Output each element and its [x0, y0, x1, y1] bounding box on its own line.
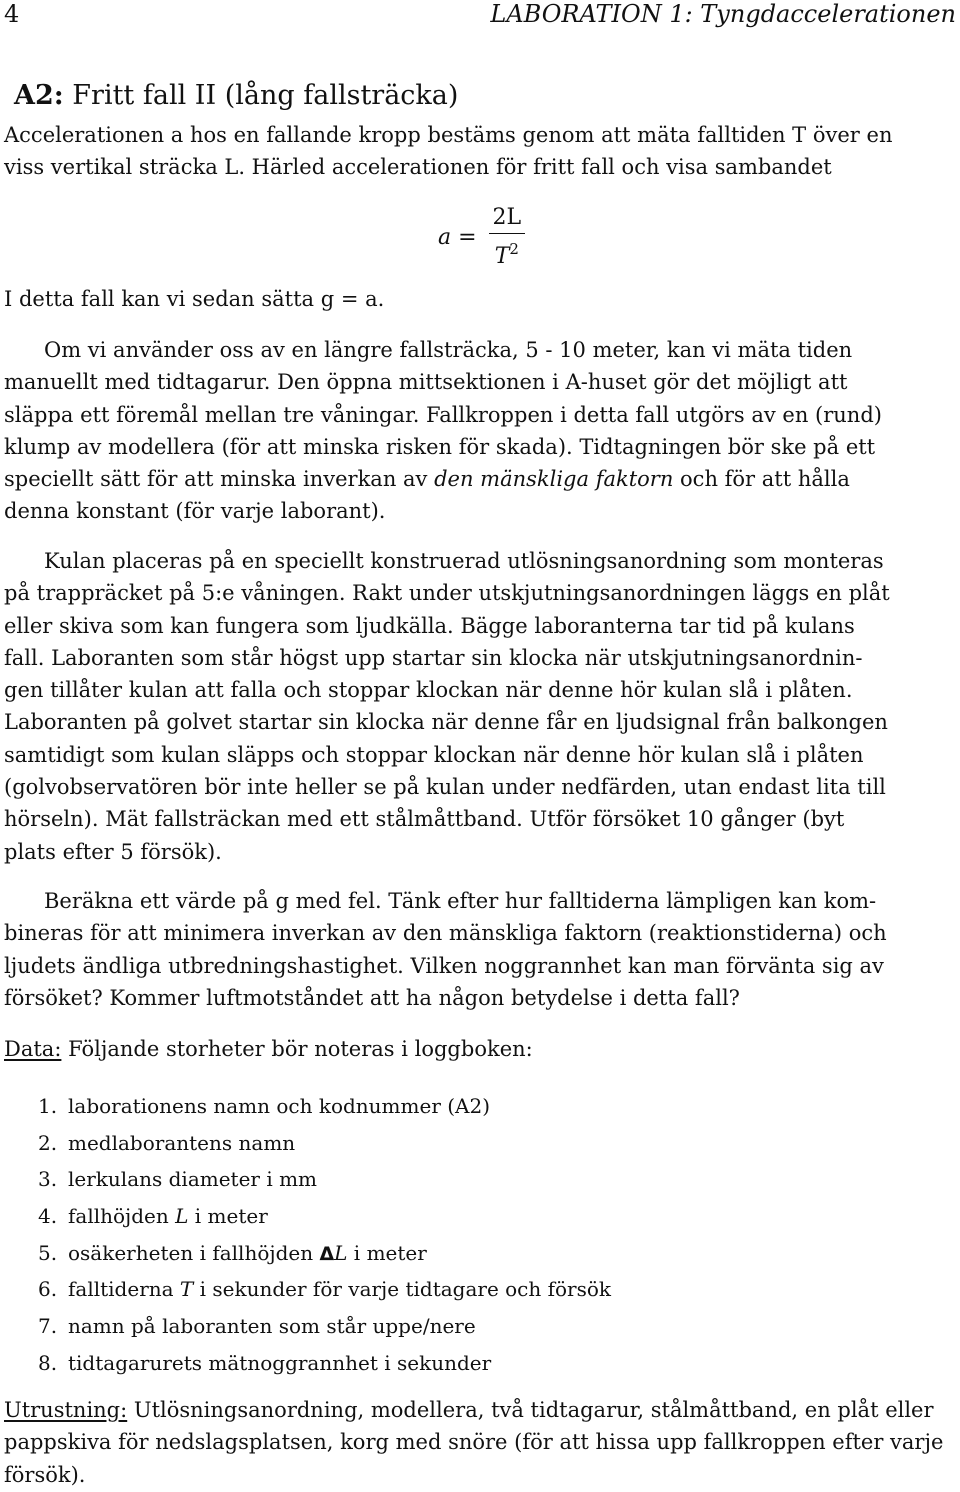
p1-line-5b: och för att hålla [673, 467, 850, 492]
section-label: A2: [14, 80, 64, 111]
section-title-text: Fritt fall II (lång fallsträcka) [72, 80, 459, 111]
equipment-line-2: pappskiva för nedslagsplatsen, korg med snöre (för att hissa upp fallkroppen efter varje [4, 1430, 944, 1455]
p1-line-5a: speciellt sätt för att minska inverkan av [4, 467, 435, 492]
data-list [38, 1088, 611, 1382]
list-item: 8. tidtagarurets mätnoggrannhet i sekunder [38, 1350, 492, 1375]
section-title [14, 80, 458, 111]
p2-line-8: (golvobservatören bör inte heller se på kulan under nedfärden, utan endast lita till [4, 775, 886, 800]
list-item: 6. falltiderna T i sekunder för varje tidtagare och försök [38, 1277, 612, 1302]
intro-line-2: viss vertikal sträcka L. Härled accelerationen för fritt fall och visa sambandet [4, 155, 832, 180]
p2-line-7: samtidigt som kulan släpps och stoppar klockan när denne hör kulan slå i plåten [4, 742, 864, 767]
data-heading-text: Följande storheter bör noteras i loggboken: [61, 1037, 533, 1061]
p2-line-2: på trappräcket på 5:e våningen. Rakt under utskjutningsanordningen läggs en plåt [4, 581, 890, 606]
equipment-line-1: Utlösningsanordning, modellera, två tidtagarur, stålmåttband, en plåt eller [127, 1398, 934, 1422]
formula-denominator [491, 234, 523, 272]
equipment-label: Utrustning: [4, 1398, 128, 1422]
p2-line-9: hörseln). Mät fallsträckan med ett stålmåttband. Utför försöket 10 gånger (byt [4, 807, 845, 832]
page-number: 4 [4, 0, 20, 28]
equipment-paragraph [4, 1394, 960, 1491]
formula-fraction [489, 203, 526, 272]
paragraph-3 [4, 885, 960, 1014]
paragraph-2 [4, 545, 960, 868]
intro-paragraph [4, 119, 960, 184]
formula-lhs: a = [438, 225, 477, 250]
data-heading [4, 1033, 533, 1065]
list-item: 5. osäkerheten i fallhöjden ΔL i meter [38, 1240, 427, 1265]
p2-line-10: plats efter 5 försök). [4, 839, 222, 864]
formula-denominator-symbol: T [494, 244, 510, 269]
delta-symbol: Δ [319, 1242, 335, 1265]
p2-line-1: Kulan placeras på en speciellt konstruerad utlösningsanordning som monteras [44, 549, 884, 573]
p3-line-1: Beräkna ett värde på g med fel. Tänk efter hur falltiderna lämpligen kan kom- [44, 889, 877, 913]
p1-line-6: denna konstant (för varje laborant). [4, 499, 386, 524]
p2-line-5: gen tillåter kulan att falla och stoppar klockan när denne hör kulan slå i plåten. [4, 678, 853, 703]
p3-line-3: ljudets ändliga utbredningshastighet. Vilken noggrannhet kan man förvänta sig av [4, 953, 884, 978]
p1-line-5-emphasis: den mänskliga faktorn [434, 467, 674, 492]
p1-line-3: släppa ett föremål mellan tre våningar. Fallkroppen i detta fall utgörs av en (rund) [4, 402, 882, 427]
note-text: I detta fall kan vi sedan sätta g = a. [4, 287, 385, 311]
p2-line-4: fall. Laboranten som står högst upp startar sin klocka när utskjutningsanordnin- [4, 645, 863, 670]
p1-line-2: manuellt med tidtagarur. Den öppna mittsektionen i A-huset gör det möjligt att [4, 370, 848, 395]
p3-line-4: försöket? Kommer luftmotståndet att ha någon betydelse i detta fall? [4, 985, 740, 1010]
list-item: 1. laborationens namn och kodnummer (A2) [38, 1094, 491, 1118]
formula [438, 203, 525, 272]
list-item: 4. fallhöjden L i meter [38, 1204, 268, 1229]
list-item: 3. lerkulans diameter i mm [38, 1167, 318, 1192]
intro-line-1: Accelerationen a hos en fallande kropp bestäms genom att mäta falltiden T över en [4, 123, 893, 147]
p2-line-3: eller skiva som kan fungera som ljudkälla. Bägge laboranterna tar tid på kulans [4, 613, 855, 638]
formula-exponent: 2 [509, 240, 519, 258]
p1-line-4: klump av modellera (för att minska risken för skada). Tidtagningen bör ske på ett [4, 434, 876, 459]
data-label: Data: [4, 1037, 62, 1061]
running-head: LABORATION 1: Tyngdaccelerationen [490, 0, 956, 28]
list-item: 2. medlaborantens namn [38, 1130, 296, 1155]
p3-line-2: bineras för att minimera inverkan av den mänskliga faktorn (reaktionstiderna) och [4, 921, 887, 946]
list-item: 7. namn på laboranten som står uppe/nere [38, 1314, 476, 1339]
formula-numerator: 2L [489, 203, 526, 234]
p2-line-6: Laboranten på golvet startar sin klocka när denne får en ljudsignal från balkongen [4, 710, 888, 735]
page-header [0, 0, 960, 30]
paragraph-1 [4, 334, 960, 528]
equipment-line-3: försök). [4, 1462, 86, 1487]
p1-line-1: Om vi använder oss av en längre fallsträcka, 5 - 10 meter, kan vi mäta tiden [44, 338, 853, 362]
